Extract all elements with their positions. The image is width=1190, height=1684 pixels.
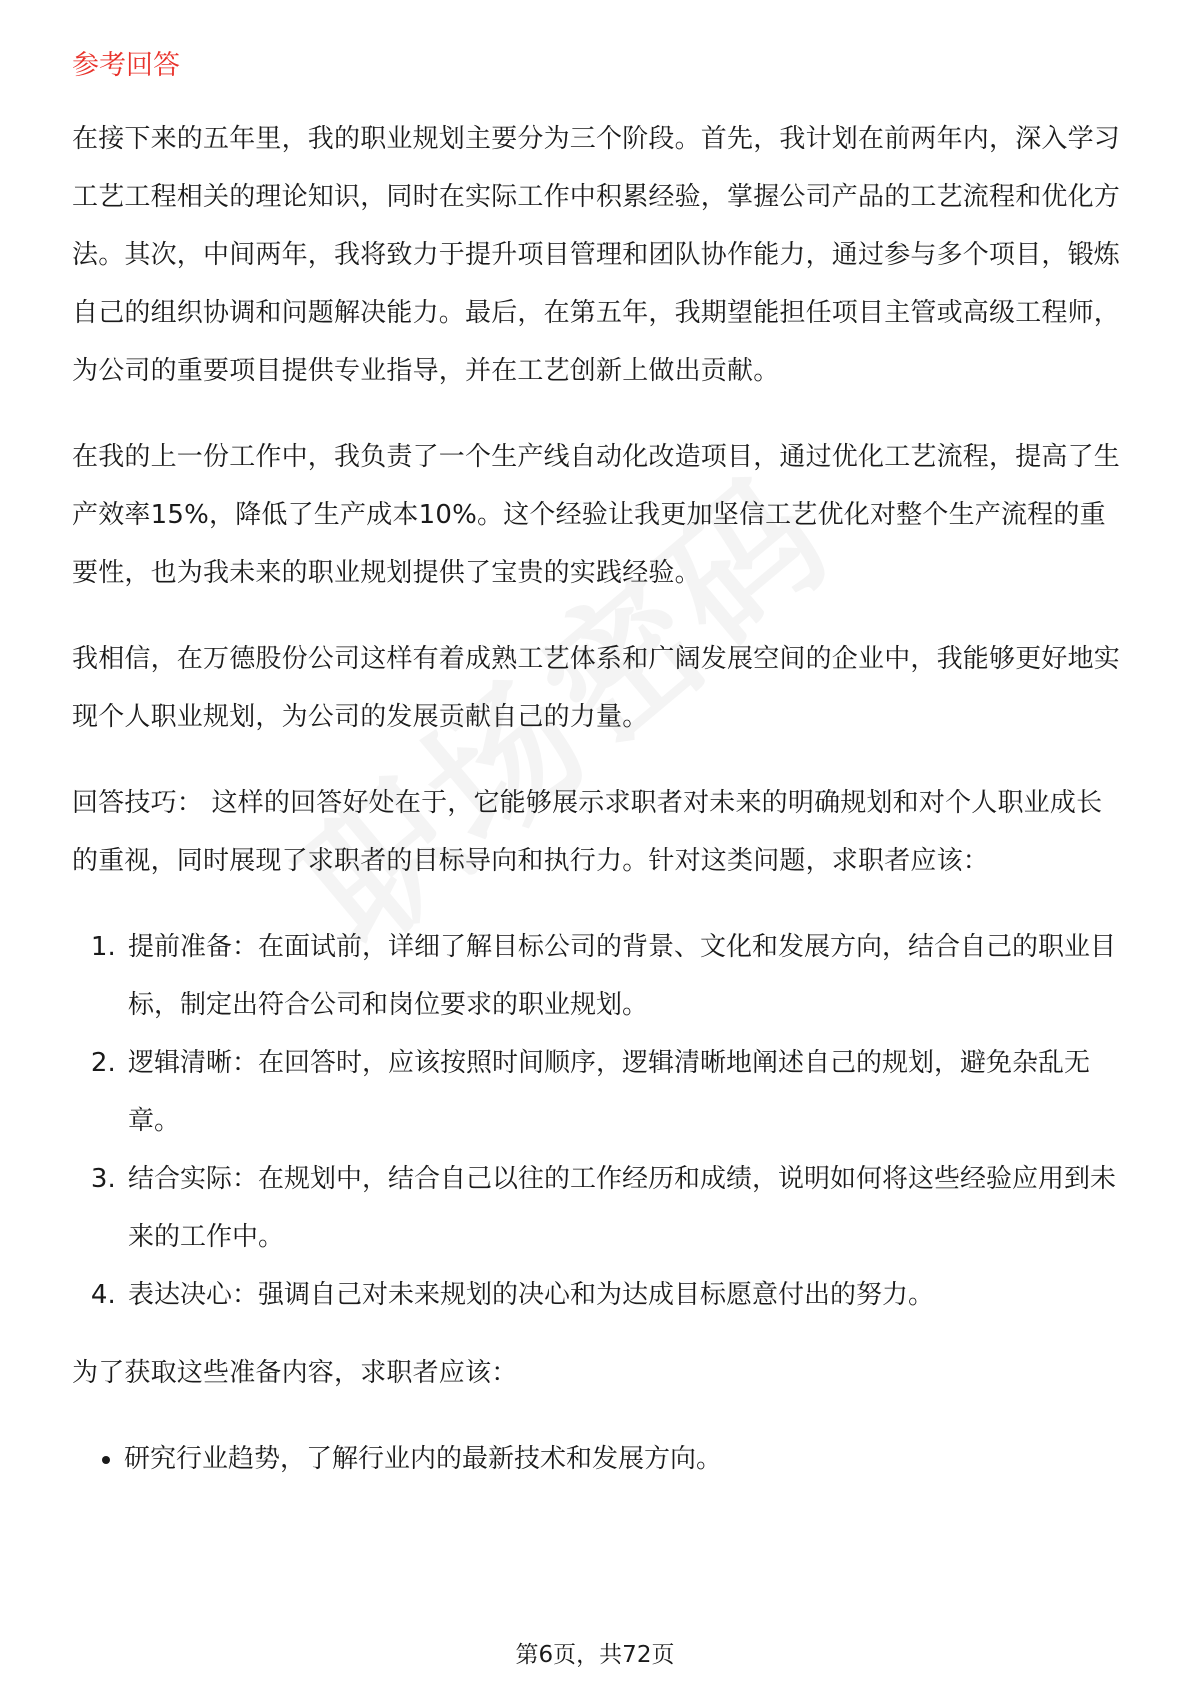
- prep-intro-paragraph: 为了获取这些准备内容，求职者应该：: [72, 1358, 518, 1388]
- tips-list: [72, 918, 1122, 1324]
- answer-paragraph-3: 我相信，在万德股份公司这样有着成熟工艺体系和广阔发展空间的企业中，我能够更好地实现个人职业规划，为公司的发展贡献自己的力量。: [72, 644, 1121, 732]
- page-footer: 第6页，共72页: [515, 1642, 675, 1668]
- section-heading: 参考回答: [72, 50, 180, 81]
- prep-bullet-list: [72, 1430, 1122, 1488]
- list-item: 2. 逻辑清晰：在回答时，应该按照时间顺序，逻辑清晰地阐述自己的规划，避免杂乱无章。: [124, 1034, 1122, 1150]
- document-content: [72, 46, 1122, 1488]
- list-item: • 研究行业趋势，了解行业内的最新技术和发展方向。: [124, 1430, 1122, 1488]
- list-item: 3. 结合实际：在规划中，结合自己以往的工作经历和成绩，说明如何将这些经验应用到未来的工作中。: [124, 1150, 1122, 1266]
- list-item: 4. 表达决心：强调自己对未来规划的决心和为达成目标愿意付出的努力。: [124, 1266, 1122, 1324]
- tips-intro-paragraph: 回答技巧： 这样的回答好处在于，它能够展示求职者对未来的明确规划和对个人职业成长的重视，同时展现了求职者的目标导向和执行力。针对这类问题，求职者应该：: [72, 788, 1103, 876]
- answer-paragraph-1: 在接下来的五年里，我的职业规划主要分为三个阶段。首先，我计划在前两年内，深入学习工艺工程相关的理论知识，同时在实际工作中积累经验，掌握公司产品的工艺流程和优化方法。其次，中间两年，我将致力于提升项目管理和团队协作能力，通过参与多个项目，锻炼自己的组织协调和问题解决能力。最后，在第五年，我期望能担任项目主管或高级工程师，为公司的重要项目提供专业指导，并在工艺创新上做出贡献。: [72, 124, 1121, 386]
- answer-paragraph-2: 在我的上一份工作中，我负责了一个生产线自动化改造项目，通过优化工艺流程，提高了生产效率15%，降低了生产成本10%。这个经验让我更加坚信工艺优化对整个生产流程的重要性，也为我未来的职业规划提供了宝贵的实践经验。: [72, 442, 1121, 588]
- list-item: 1. 提前准备：在面试前，详细了解目标公司的背景、文化和发展方向，结合自己的职业目标，制定出符合公司和岗位要求的职业规划。: [124, 918, 1122, 1034]
